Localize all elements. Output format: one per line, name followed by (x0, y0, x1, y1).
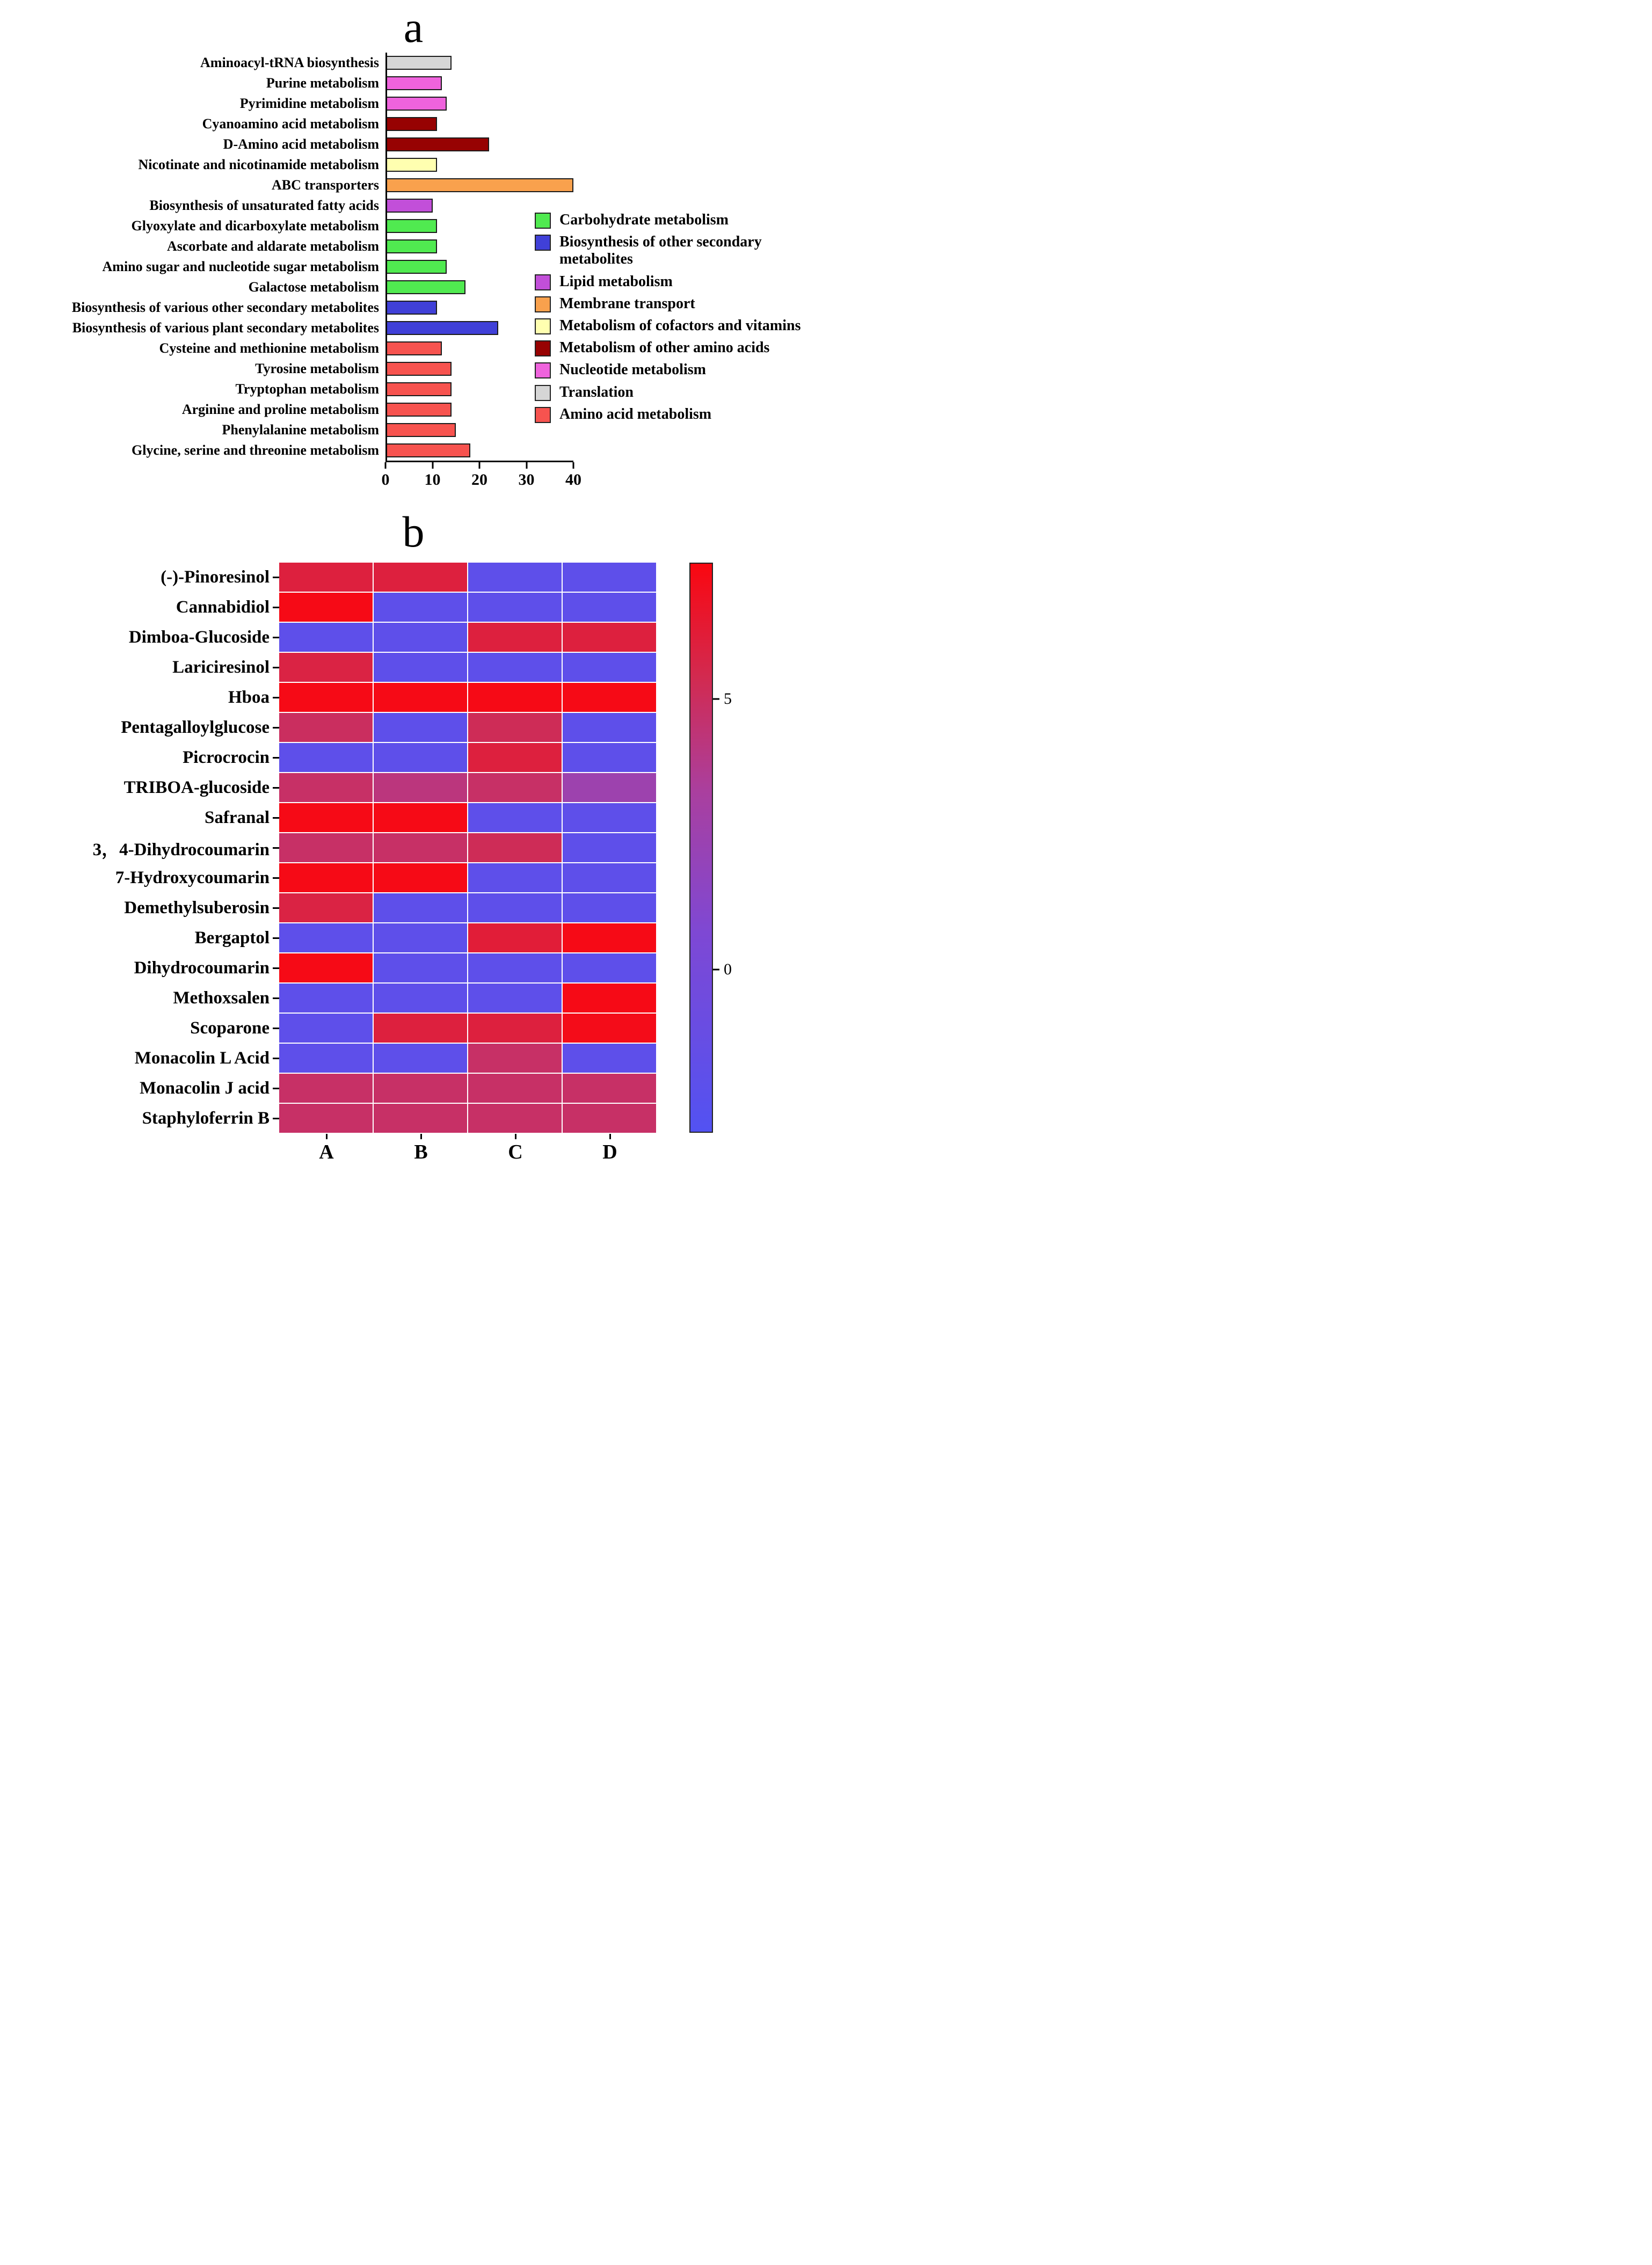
heatmap-cell (468, 1014, 562, 1043)
bar (385, 158, 437, 172)
heatmap-cell (374, 713, 467, 742)
colorbar-tick-label: 0 (724, 960, 732, 978)
x-axis-tick (526, 462, 527, 469)
bar (385, 239, 437, 253)
heatmap-column-label: D (602, 1141, 617, 1164)
heatmap-row-tick (273, 877, 279, 879)
heatmap-cell (468, 563, 562, 592)
heatmap-row-tick (273, 787, 279, 789)
x-axis-tick-label: 40 (565, 471, 581, 489)
bar-category-label: Biosynthesis of various plant secondary metabolites (72, 320, 379, 336)
bar-category-label: Cysteine and methionine metabolism (159, 340, 379, 356)
heatmap-cell (279, 1074, 373, 1103)
colorbar-tick-label: 5 (724, 690, 732, 708)
bar (385, 137, 489, 151)
legend-item (535, 317, 827, 334)
heatmap-row-label (0, 835, 279, 861)
legend-item (535, 273, 827, 290)
heatmap-row-label (0, 688, 279, 708)
bar (385, 97, 447, 111)
heatmap-row-label (0, 1079, 279, 1098)
heatmap-row-label (0, 567, 279, 587)
heatmap-cell (563, 593, 656, 622)
bar-category-label: D-Amino acid metabolism (223, 136, 379, 152)
heatmap-cell (374, 1074, 467, 1103)
heatmap-cell (563, 623, 656, 652)
heatmap-cell (468, 623, 562, 652)
heatmap-column (468, 1134, 563, 1164)
heatmap-column-labels (279, 1134, 827, 1164)
figure (0, 0, 827, 1185)
legend-label: Carbohydrate metabolism (559, 212, 729, 229)
bar-category-label: Ascorbate and aldarate metabolism (166, 238, 379, 254)
bar (385, 117, 437, 131)
heatmap (0, 563, 827, 1164)
legend-swatch (535, 340, 551, 356)
legend-swatch (535, 407, 551, 423)
heatmap-row-tick (273, 907, 279, 909)
bar-track (385, 93, 573, 114)
bar-track (385, 175, 573, 195)
heatmap-row-label (0, 958, 279, 978)
heatmap-cell (563, 563, 656, 592)
legend-swatch (535, 362, 551, 378)
heatmap-row-label (0, 988, 279, 1008)
heatmap-cell (563, 743, 656, 772)
heatmap-cell (468, 683, 562, 712)
heatmap-cell (374, 863, 467, 892)
heatmap-cell (279, 563, 373, 592)
legend-item (535, 406, 827, 423)
bar (385, 403, 452, 417)
heatmap-row-label-text: Dimboa-Glucoside (128, 627, 270, 647)
heatmap-cell (468, 713, 562, 742)
legend-swatch (535, 385, 551, 401)
heatmap-cell (468, 863, 562, 892)
heatmap-column-label: B (414, 1141, 428, 1164)
heatmap-cell (563, 863, 656, 892)
legend-item (535, 212, 827, 229)
x-axis-tick-label: 30 (518, 471, 535, 489)
bar-row (0, 175, 827, 195)
heatmap-row-label-text: Pentagalloylglucose (121, 717, 270, 737)
heatmap-cell (279, 683, 373, 712)
bar-row (0, 134, 827, 155)
heatmap-cell (563, 984, 656, 1013)
bar-row (0, 53, 827, 73)
bar-row (0, 93, 827, 114)
heatmap-cell (374, 563, 467, 592)
heatmap-column-label: C (508, 1141, 523, 1164)
legend-label: Translation (559, 383, 634, 400)
heatmap-row-label-text: Demethylsuberosin (124, 898, 270, 917)
bar-category-label: Purine metabolism (266, 75, 379, 91)
legend-label: Membrane transport (559, 295, 695, 312)
heatmap-row-label-text: Bergaptol (194, 928, 270, 948)
heatmap-cell (563, 1014, 656, 1043)
heatmap-cell (374, 1104, 467, 1133)
heatmap-cell (279, 803, 373, 832)
bar (385, 219, 437, 233)
heatmap-cell (279, 1014, 373, 1043)
heatmap-cell (563, 1074, 656, 1103)
heatmap-row-label-text: Scoparone (190, 1018, 270, 1038)
legend-label: Metabolism of cofactors and vitamins (559, 317, 801, 334)
heatmap-cell (279, 1104, 373, 1133)
bar-category-label: Biosynthesis of unsaturated fatty acids (149, 198, 379, 214)
heatmap-cell (279, 863, 373, 892)
heatmap-cell (374, 953, 467, 982)
heatmap-column-tick (515, 1134, 516, 1139)
legend-swatch (535, 318, 551, 334)
bar-row (0, 155, 827, 175)
panel-a (0, 4, 827, 493)
heatmap-cell (563, 683, 656, 712)
heatmap-row-label (0, 928, 279, 948)
x-axis-tick (479, 462, 481, 469)
heatmap-row-tick (273, 697, 279, 698)
x-axis-tick (385, 462, 387, 469)
heatmap-cell (374, 683, 467, 712)
heatmap-row-tick (273, 1058, 279, 1059)
heatmap-cell (279, 953, 373, 982)
heatmap-cell (374, 593, 467, 622)
heatmap-cell (279, 773, 373, 802)
heatmap-cell (468, 803, 562, 832)
heatmap-row-label-text: TRIBOA-glucoside (123, 777, 270, 797)
bar-category-label: Cyanoamino acid metabolism (202, 116, 379, 132)
heatmap-row-label (0, 778, 279, 798)
heatmap-row-label (0, 1018, 279, 1038)
x-axis-tick-label: 10 (424, 471, 441, 489)
legend-swatch (535, 235, 551, 251)
heatmap-row-label (0, 598, 279, 617)
heatmap-row-label (0, 748, 279, 768)
bar-category-label: Phenylalanine metabolism (222, 422, 379, 438)
heatmap-row-label-text: Methoxsalen (173, 988, 270, 1008)
legend-item (535, 339, 827, 356)
heatmap-column (374, 1134, 468, 1164)
bar-category-label: ABC transporters (271, 177, 379, 193)
heatmap-cell (374, 743, 467, 772)
heatmap-cell (374, 833, 467, 862)
heatmap-column-label: A (319, 1141, 334, 1164)
heatmap-cell (563, 653, 656, 682)
bar-category-label: Pyrimidine metabolism (239, 96, 379, 112)
heatmap-row-label (0, 868, 279, 888)
bar (385, 362, 452, 376)
bar-category-label: Tryptophan metabolism (235, 381, 379, 397)
legend-label: Lipid metabolism (559, 273, 673, 290)
heatmap-row-label-text: Lariciresinol (172, 657, 270, 677)
x-axis-tick (432, 462, 433, 469)
heatmap-column-tick (326, 1134, 328, 1139)
heatmap-row-label-text: 7-Hydroxycoumarin (115, 868, 270, 887)
legend-label: Nucleotide metabolism (559, 361, 706, 378)
heatmap-row-label (0, 808, 279, 828)
heatmap-row-label-text: Dihydrocoumarin (134, 958, 270, 978)
heatmap-row-tick (273, 967, 279, 969)
heatmap-row-tick (273, 1028, 279, 1029)
legend-item (535, 234, 827, 268)
heatmap-cell (279, 743, 373, 772)
heatmap-cell (279, 593, 373, 622)
heatmap-cell (468, 1074, 562, 1103)
heatmap-row-label-text: Picrocrocin (183, 747, 270, 767)
heatmap-cell (374, 803, 467, 832)
bar-category-label: Glycine, serine and threonine metabolism (131, 442, 379, 458)
bar-category-label: Galactose metabolism (248, 279, 379, 295)
bar-track (385, 53, 573, 73)
panel-b (0, 509, 827, 1164)
heatmap-cell (468, 893, 562, 922)
heatmap-cell (374, 1044, 467, 1073)
heatmap-cell (279, 1044, 373, 1073)
heatmap-row-tick (273, 577, 279, 578)
panel-a-letter: a (403, 3, 424, 52)
heatmap-column-tick (609, 1134, 611, 1139)
heatmap-cell (468, 593, 562, 622)
heatmap-row-label (0, 898, 279, 918)
heatmap-cell (279, 923, 373, 952)
bar-x-axis (381, 461, 581, 493)
bar (385, 56, 452, 70)
heatmap-row-label-text: 3，4-Dihydrocoumarin (92, 840, 270, 860)
legend-item (535, 384, 827, 401)
heatmap-cell (468, 1104, 562, 1133)
heatmap-cell (374, 893, 467, 922)
bar (385, 341, 442, 355)
heatmap-row-label-text: Hboa (228, 687, 270, 707)
heatmap-cell (468, 773, 562, 802)
heatmap-cell (563, 803, 656, 832)
heatmap-row-tick (273, 1088, 279, 1089)
heatmap-row-label (0, 1048, 279, 1068)
bar (385, 321, 498, 335)
bar-category-label: Nicotinate and nicotinamide metabolism (138, 157, 379, 173)
heatmap-cell (279, 713, 373, 742)
bar (385, 76, 442, 90)
legend-swatch (535, 274, 551, 290)
bar-track (385, 114, 573, 134)
heatmap-row-label-text: (-)-Pinoresinol (161, 567, 270, 587)
bar-row (0, 73, 827, 93)
legend-label: Amino acid metabolism (559, 405, 712, 423)
heatmap-row-label-text: Cannabidiol (176, 597, 270, 617)
heatmap-row-tick (273, 997, 279, 999)
heatmap-cell (468, 1044, 562, 1073)
heatmap-cell (468, 653, 562, 682)
bar-track (385, 155, 573, 175)
x-axis-tick-label: 20 (471, 471, 487, 489)
legend-label: Biosynthesis of other secondary metabolites (559, 234, 762, 268)
legend-item (535, 361, 827, 378)
heatmap-row-label (0, 628, 279, 647)
heatmap-row-tick (273, 637, 279, 638)
bar-category-label: Amino sugar and nucleotide sugar metabolism (102, 259, 379, 275)
heatmap-cell (563, 773, 656, 802)
heatmap-cell (468, 743, 562, 772)
colorbar-tick (713, 698, 719, 700)
heatmap-cell (374, 923, 467, 952)
heatmap-row-label-text: Monacolin L Acid (134, 1048, 270, 1068)
heatmap-cell (279, 984, 373, 1013)
bar (385, 423, 456, 437)
bar (385, 280, 465, 294)
bar-track (385, 440, 573, 461)
bar-legend (535, 212, 827, 428)
bar-y-axis-line (385, 53, 387, 461)
heatmap-column (279, 1134, 374, 1164)
heatmap-row-label-text: Monacolin J acid (139, 1078, 270, 1098)
heatmap-cell (468, 953, 562, 982)
heatmap-row-label (0, 1109, 279, 1128)
heatmap-cell (279, 623, 373, 652)
bar-category-label: Aminoacyl-tRNA biosynthesis (200, 55, 379, 71)
bar-chart (0, 53, 827, 493)
heatmap-cell (374, 623, 467, 652)
heatmap-cell (563, 1044, 656, 1073)
heatmap-cell (279, 653, 373, 682)
bar (385, 199, 433, 213)
heatmap-cell (468, 923, 562, 952)
bar (385, 382, 452, 396)
bar-category-label: Arginine and proline metabolism (181, 402, 379, 418)
heatmap-row-tick (273, 667, 279, 668)
heatmap-cell (563, 953, 656, 982)
heatmap-cell (563, 833, 656, 862)
legend-item (535, 295, 827, 312)
heatmap-colorbar (689, 563, 732, 1133)
heatmap-row-label-text: Safranal (204, 807, 270, 827)
bar-category-label: Glyoxylate and dicarboxylate metabolism (131, 218, 379, 234)
bar-track (385, 73, 573, 93)
heatmap-cell (563, 923, 656, 952)
legend-label: Metabolism of other amino acids (559, 339, 770, 356)
heatmap-row-tick (273, 757, 279, 759)
panel-b-letter: b (402, 507, 425, 557)
bar-row (0, 114, 827, 134)
heatmap-column-tick (420, 1134, 422, 1139)
heatmap-row-label (0, 658, 279, 678)
heatmap-row-tick (273, 847, 279, 849)
heatmap-row-label (0, 718, 279, 738)
heatmap-row-tick (273, 727, 279, 729)
heatmap-cell (468, 833, 562, 862)
heatmap-cell (374, 1014, 467, 1043)
heatmap-cell (374, 653, 467, 682)
bar (385, 260, 447, 274)
heatmap-cell (563, 713, 656, 742)
bar (385, 301, 437, 315)
heatmap-row-tick (273, 817, 279, 819)
legend-swatch (535, 213, 551, 229)
heatmap-cell (374, 984, 467, 1013)
bar (385, 443, 470, 457)
heatmap-row-tick (273, 607, 279, 608)
heatmap-cell (279, 893, 373, 922)
heatmap-row-tick (273, 937, 279, 939)
heatmap-cell (563, 893, 656, 922)
heatmap-cell (563, 1104, 656, 1133)
colorbar-tick (713, 968, 719, 970)
bar-row (0, 440, 827, 461)
bar-category-label: Tyrosine metabolism (255, 361, 379, 377)
heatmap-cell (279, 833, 373, 862)
legend-swatch (535, 296, 551, 312)
bar (385, 178, 573, 192)
heatmap-row-label-text: Staphyloferrin B (142, 1108, 270, 1128)
bar-track (385, 134, 573, 155)
bar-category-label: Biosynthesis of various other secondary metabolites (71, 300, 379, 316)
x-axis-tick (573, 462, 574, 469)
heatmap-cell (468, 984, 562, 1013)
heatmap-cell (374, 773, 467, 802)
x-axis-tick-label: 0 (381, 471, 390, 489)
heatmap-column (563, 1134, 657, 1164)
heatmap-row-tick (273, 1118, 279, 1119)
